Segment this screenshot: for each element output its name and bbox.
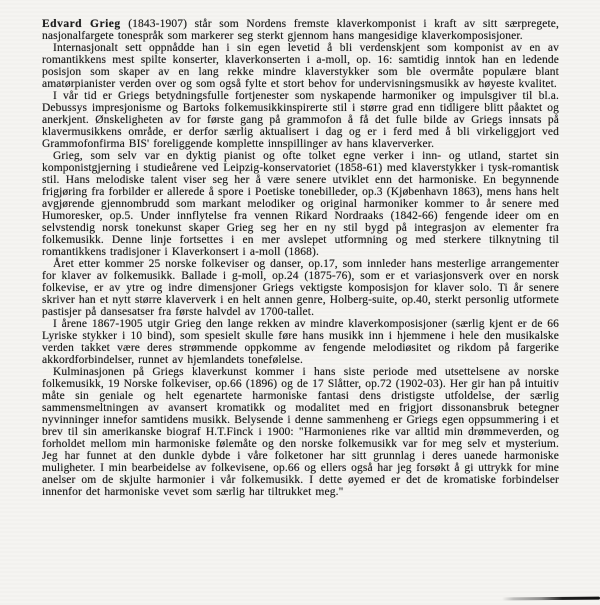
paragraph-lyriske-stykker [42,318,559,366]
paragraph-intro [42,18,559,42]
text-column [42,18,559,498]
paragraph-text: Året etter kommer 25 norske folkeviser og danser, op.17, som innleder hans mesterlige arrangementer for klaver av folkemusikk. Ballade i g-moll, op.24 (1875-76), som er et variasjonsverk over en norsk folkevise, er av ytre og indre dimensjoner Griegs vektigste komposisjon for klaver solo. Ti år senere skriver han et nytt større klaververk i en helt annen genre, Holberg-suite, op.40, sterkt personlig utformete pastisjer på dansesatser fra første halvdel av 1700-tallet. [42,258,559,318]
paragraph-text: I årene 1867-1905 utgir Grieg den lange rekken av mindre klaverkomposisjoner (særlig kjent er de 66 Lyriske stykker i 10 bind), som spesielt skulle føre hans musikk inn i hjemmene i hele den musikalske verden takket være deres strømmende oppkomme av fengende melodiøsitet og rikdom på fargerike akkordforbindelser, runnet av hjemlandets tonefølelse. [42,318,559,366]
paragraph-our-time [42,90,559,150]
paragraph-text: (1843-1907) står som Nordens fremste klaverkomponist i kraft av sitt særpregete, nasjonalfargete tonespråk som markerer seg sterkt gjennom hans mangesidige klaverkomposisjoner. [42,18,559,42]
paragraph-text: I vår tid er Griegs betydningsfulle fortjenester som nyskapende harmoniker og impulsgiver til bl.a. Debussys impresjonisme og Bartoks folkemusikkinspirerte stil i større grad enn tidligere blitt påaktet og anerkjent. Ønskeligheten av for første gang på grammofon å få det fulle bilde av Griegs innsats på klavermusikkens område, er derfor særlig aktualisert i dag og er i ferd med å bli virkeliggjort ved Grammofonfirma BIS' foreliggende komplette innspillinger av hans klaververker. [42,90,559,150]
paragraph-career-start [42,150,559,258]
scan-shadow-line [502,597,600,600]
paragraph-text: Grieg, som selv var en dyktig pianist og ofte tolket egne verker i inn- og utland, startet sin komponistgjerning i studieårene ved Leipzig-konservatoriet (1858-61) med klaverstykker i tysk-romantisk stil. Hans melodiske talent viser seg her å være senere utviklet enn det harmoniske. En begynnende frigjøring fra forbilder er allerede å spore i Poetiske tonebilleder, op.3 (Kjøbenhavn 1863), mens hans helt avgjørende gjennombrudd som markant melodiker og original harmoniker kommer to år senere med Humoresker, op.5. Under innflytelse fra vennen Rikard Nordraaks (1842-66) fengende ideer om en selvstendig norsk tonekunst skaper Grieg seg her en ny stil bygd på integrasjon av elementer fra folkemusikk. Denne linje fortsettes i en mer avslepet utformning og med sterkere tilknytning til romantikkens tradisjoner i Klaverkonsert i a-moll (1868). [42,150,559,258]
author-name-lead: Edvard Grieg [42,18,121,30]
paragraph-text: Kulminasjonen på Griegs klaverkunst kommer i hans siste periode med utsettelsene av norske folkemusikk, 19 Norske folkeviser, op.66 (1896) og de 17 Slåtter, op.72 (1902-03). Her gir han på intuitiv måte sin geniale og helt egenartete harmoniske fantasi dens dristigste utfoldelse, der særlig sammensmeltningen av avansert kromatikk og modalitet med en frigjort dissonansbruk betegner nyvinninger innefor samtidens musikk. Belysende i denne sammenheng er Griegs egen oppsummering i et brev til sin amerikanske biograf H.T.Finck i 1900: "Harmonienes rike var alltid min drømmeverden, og forholdet mellom min harmoniske følemåte og den norske folkemusikk var for meg selv et mysterium. Jeg har funnet at den dunkle dybde i våre folketoner har sitt grunnlag i deres uanede harmoniske muligheter. I min bearbeidelse av folkevisene, op.66 og ellers også har jeg forsøkt å gi uttrykk for mine anelser om de skjulte harmonier i vår folkemusikk. I dette øyemed er det de kromatiske forbindelser innenfor det harmoniske vevet som særlig har tiltrukket meg." [42,366,559,498]
paragraph-text: Internasjonalt sett oppnådde han i sin egen levetid å bli verdenskjent som komponist av en av romantikkens mest spilte konserter, klaverkonserten i a-moll, op. 16: samtidig inntok han en ledende posisjon som skaper av en lang rekke mindre klaverstykker som ble overmåte populære blant amatørpianister verden over og som også fylte et stort behov for undervisningsmusikk av høyeste kvalitet. [42,42,559,90]
paragraph-culmination-quote [42,366,559,498]
paragraph-folkeviser [42,258,559,318]
paragraph-international [42,42,559,90]
